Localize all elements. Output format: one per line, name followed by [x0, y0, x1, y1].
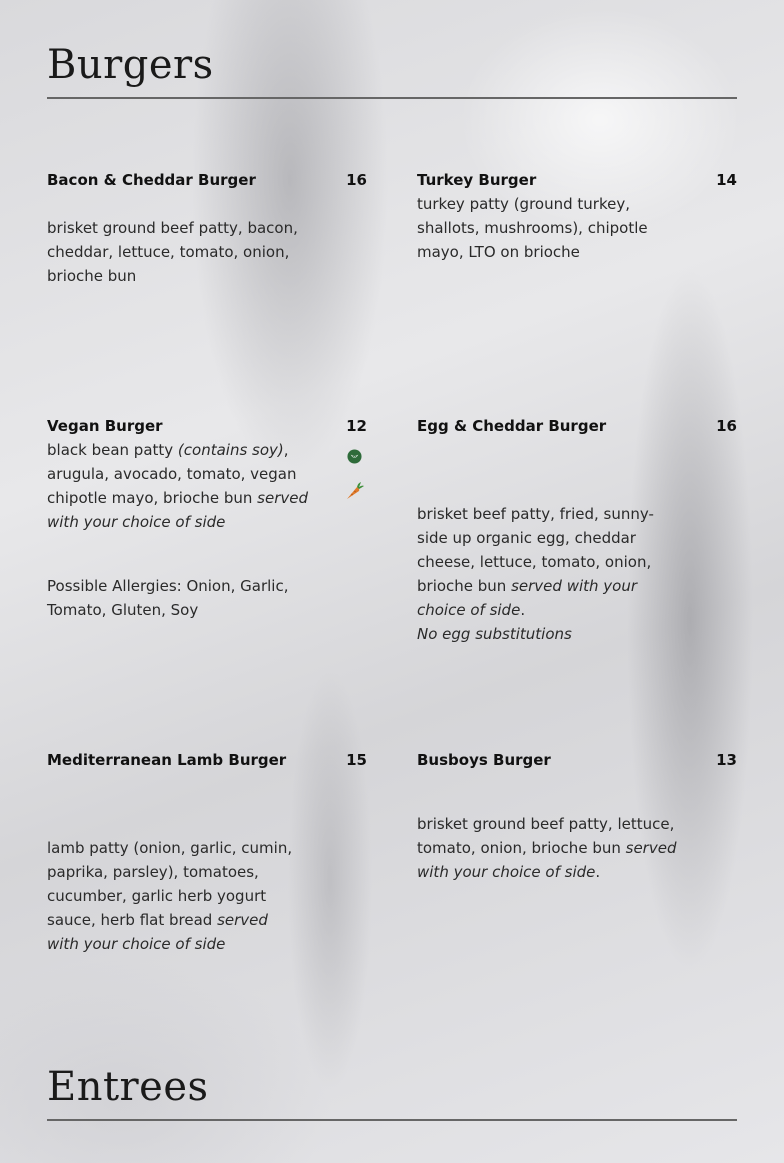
allergy-note: Possible Allergies: Onion, Garlic, Tomato, Gluten, Soy [47, 577, 289, 619]
item-price: 14 [716, 171, 737, 189]
section-divider [47, 97, 737, 99]
section-title-burgers: Burgers [47, 42, 214, 88]
item-price: 15 [346, 751, 367, 769]
item-description: black bean patty (contains soy), arugula, avocado, tomato, vegan chipotle mayo, brioche bun served with your choice of side [47, 441, 308, 531]
item-description: lamb patty (onion, garlic, cumin, paprika, parsley), tomatoes, cucumber, garlic herb yogurt sauce, herb flat bread served with your choice of side [47, 839, 293, 953]
carrot-icon [345, 481, 365, 501]
item-name: Bacon & Cheddar Burger [47, 171, 256, 189]
item-price: 13 [716, 751, 737, 769]
item-name: Turkey Burger [417, 171, 537, 189]
item-name: Busboys Burger [417, 751, 551, 769]
item-price: 16 [346, 171, 367, 189]
section-title-entrees: Entrees [47, 1064, 209, 1110]
section-divider [47, 1119, 737, 1121]
menu-item-mediterranean-lamb-burger [47, 748, 367, 988]
menu-item-turkey-burger [417, 168, 737, 278]
menu-item-busboys-burger [417, 748, 737, 918]
item-description: brisket ground beef patty, lettuce, tomato, onion, brioche bun served with your choice of side. [417, 815, 677, 881]
item-description: brisket beef patty, fried, sunny-side up organic egg, cheddar cheese, lettuce, tomato, onion, brioche bun served with your choice of side. No egg substitutions [417, 502, 679, 646]
vegan-icon [347, 449, 362, 464]
menu-item-vegan-burger [47, 414, 367, 634]
item-description: turkey patty (ground turkey, shallots, mushrooms), chipotle mayo, LTO on brioche [417, 195, 648, 261]
item-name: Vegan Burger [47, 417, 163, 435]
item-name: Mediterranean Lamb Burger [47, 751, 287, 769]
item-description: brisket ground beef patty, bacon, cheddar, lettuce, tomato, onion, brioche bun [47, 219, 298, 285]
substitution-note: No egg substitutions [417, 625, 572, 643]
item-price: 16 [716, 417, 737, 435]
menu-item-egg-cheddar-burger [417, 414, 737, 654]
menu-item-bacon-cheddar-burger [47, 168, 367, 298]
item-price: 12 [346, 417, 367, 435]
item-name: Egg & Cheddar Burger [417, 417, 607, 435]
